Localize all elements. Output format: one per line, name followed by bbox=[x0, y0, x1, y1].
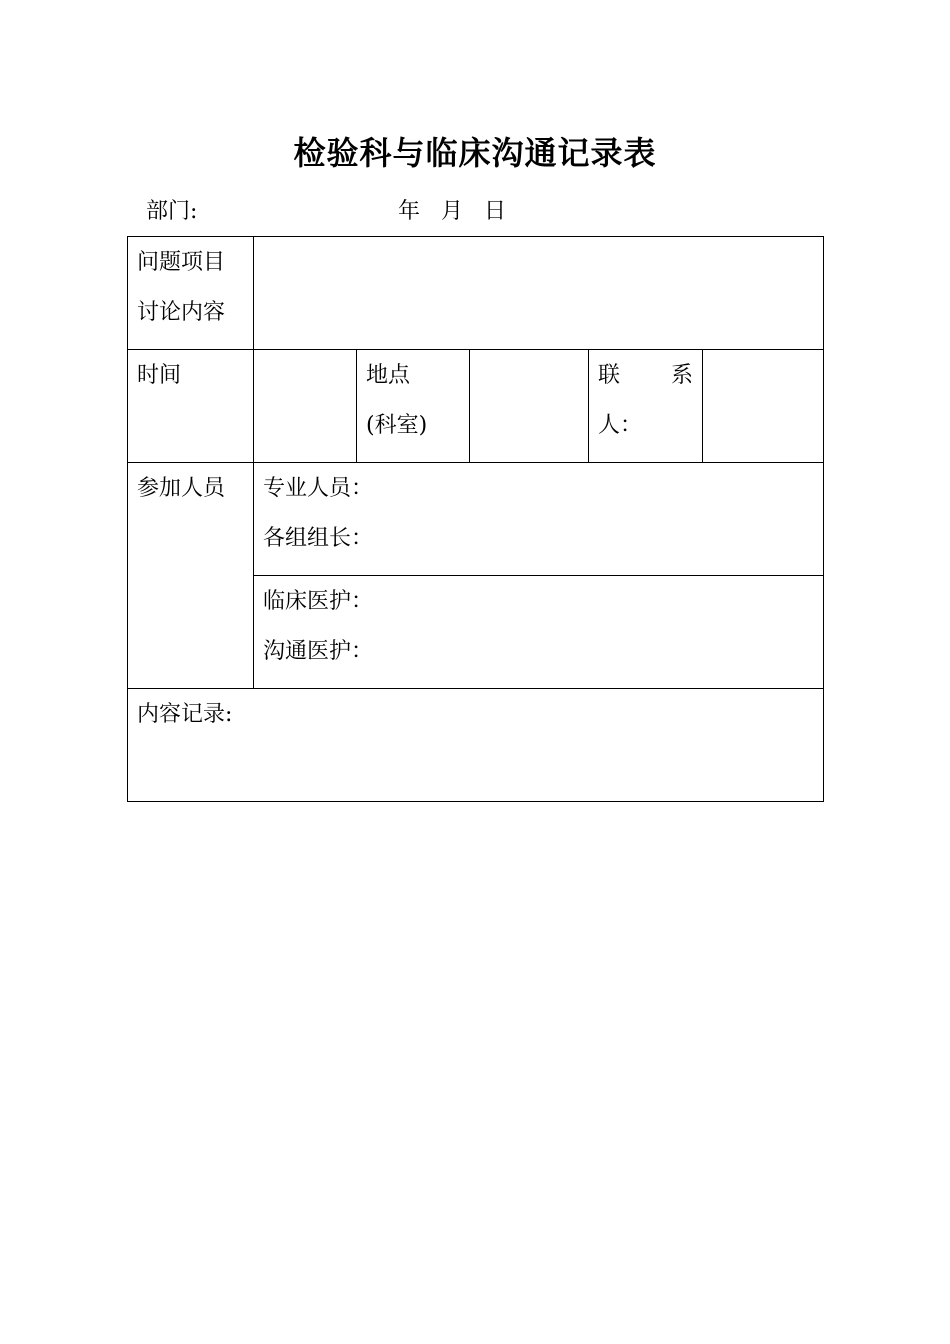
location-label-cell bbox=[357, 350, 470, 463]
issue-label-cell bbox=[128, 237, 254, 350]
participants-label-cell bbox=[128, 463, 254, 689]
group-leader-label: 各组组长： bbox=[263, 526, 374, 551]
issue-label-line2: 讨论内容 bbox=[137, 300, 226, 325]
participants-row-1 bbox=[128, 463, 824, 576]
professional-staff-label: 专业人员： bbox=[263, 476, 374, 501]
record-cell[interactable] bbox=[128, 689, 824, 802]
contact-label-char1: 联 bbox=[598, 363, 621, 388]
communication-record-table bbox=[127, 236, 824, 802]
issue-label-line1: 问题项目 bbox=[137, 250, 226, 275]
contact-value-field[interactable] bbox=[703, 350, 824, 463]
department-label: 部门: bbox=[146, 199, 198, 224]
location-value-field[interactable] bbox=[470, 350, 589, 463]
record-value bbox=[137, 745, 814, 795]
contact-label-line2: 人： bbox=[598, 413, 643, 438]
record-label: 内容记录: bbox=[137, 702, 233, 727]
participants-label: 参加人员 bbox=[137, 476, 226, 501]
location-label-line1: 地点 bbox=[366, 363, 411, 388]
document-title: 检验科与临床沟通记录表 bbox=[293, 134, 657, 172]
issue-value-field[interactable] bbox=[254, 237, 824, 350]
communicating-staff-label: 沟通医护： bbox=[263, 639, 374, 664]
time-label-cell bbox=[128, 350, 254, 463]
contact-label-cell bbox=[589, 350, 703, 463]
clinical-staff-label: 临床医护： bbox=[263, 589, 374, 614]
time-label: 时间 bbox=[137, 363, 182, 388]
contact-label-line1 bbox=[598, 356, 693, 406]
contact-label-char2: 系 bbox=[670, 363, 693, 388]
time-value-field[interactable] bbox=[254, 350, 357, 463]
staff-professional-cell[interactable] bbox=[254, 463, 824, 576]
location-label-line2: (科室) bbox=[366, 413, 428, 438]
issue-row bbox=[128, 237, 824, 350]
date-label: 年 月 日 bbox=[398, 199, 506, 224]
record-row bbox=[128, 689, 824, 802]
time-location-contact-row bbox=[128, 350, 824, 463]
staff-clinical-cell[interactable] bbox=[254, 576, 824, 689]
